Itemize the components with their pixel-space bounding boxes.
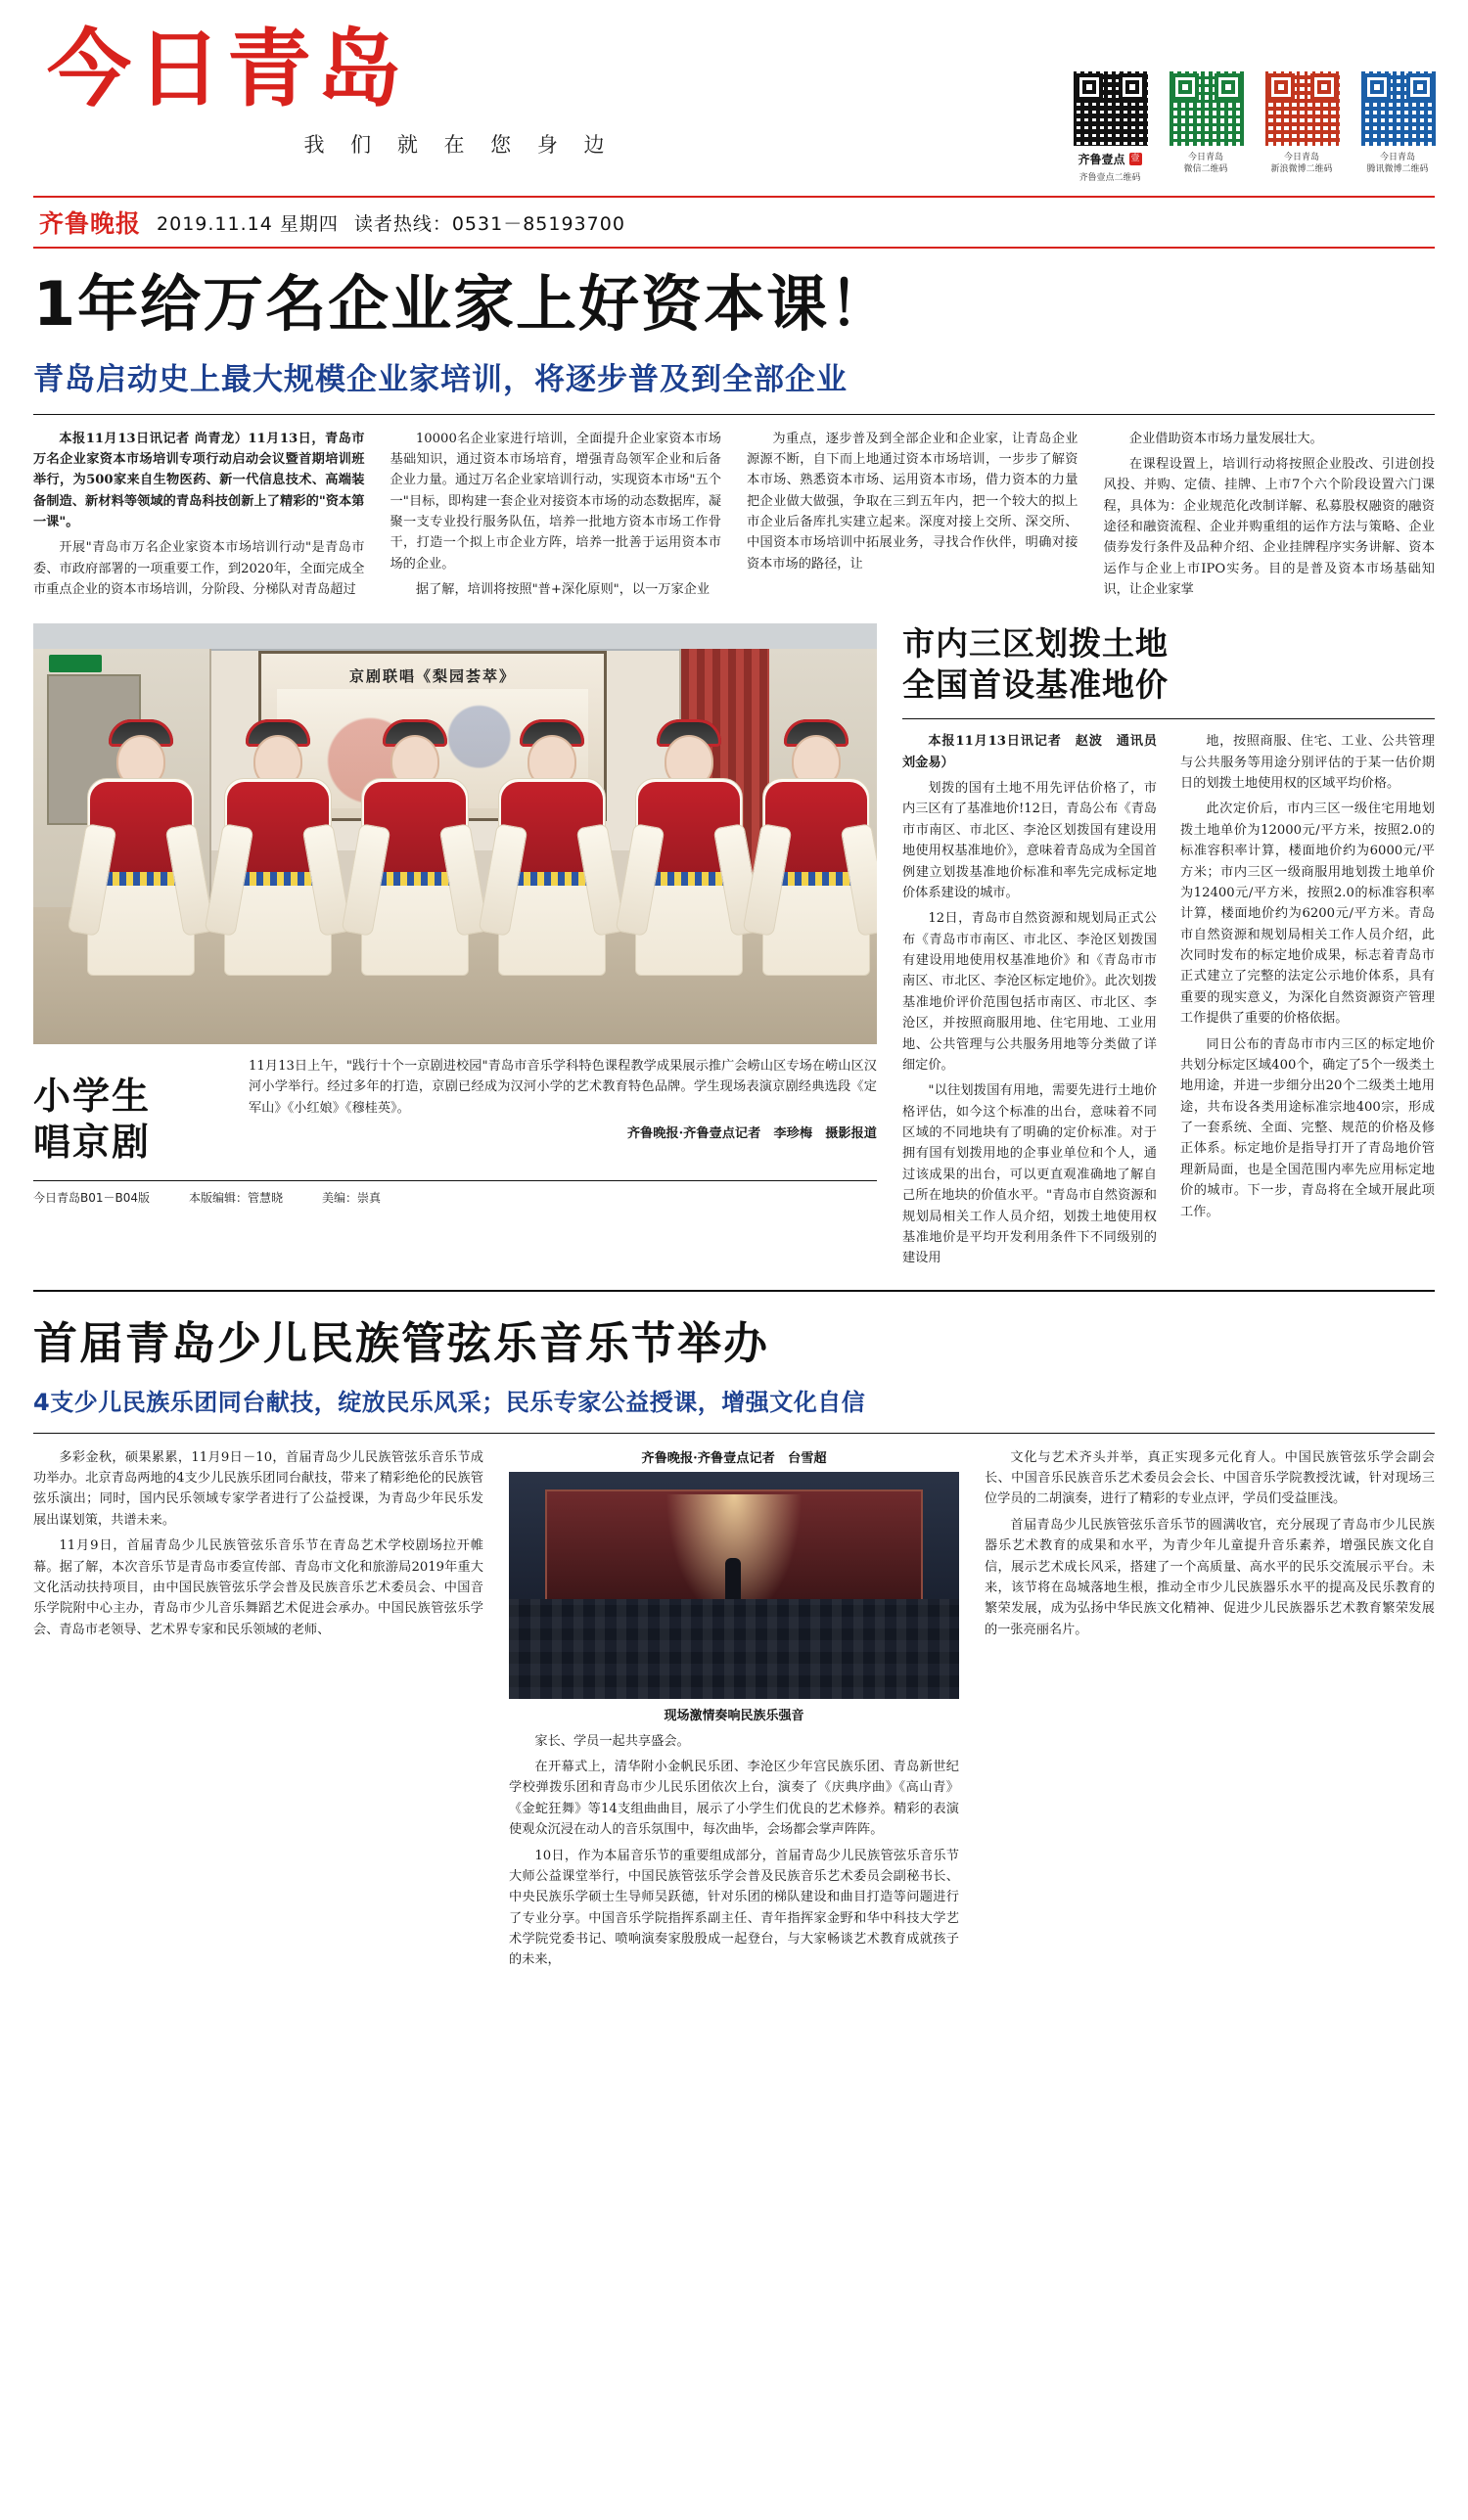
- lead-headline: 1年给万名企业家上好资本课！: [33, 268, 893, 341]
- performer: [356, 735, 474, 1009]
- photo-credit: 齐鲁晚报·齐鲁壹点记者 李珍梅 摄影报道: [626, 1126, 877, 1142]
- bottom-paragraph: 文化与艺术齐头并举，真正实现多元化育人。中国民族管弦乐学会副会长、中国音乐民族音乐艺术委员会会长、中国音乐学院教授沈诚，针对现场三位学员的二胡演奏，进行了精彩的专业点评，学员们受益匪浅。: [985, 1449, 1435, 1507]
- photo-story: [33, 623, 877, 1274]
- concert-photo-caption: 现场激情奏响民族乐强音: [664, 1708, 804, 1723]
- qr-code-weibo-tencent[interactable]: [1360, 70, 1435, 184]
- side-paragraph: 划拨的国有土地不用先评估价格了，市内三区有了基准地价!12日，青岛公布《青岛市市南区、市北区、李沧区划拨国有建设用地使用权基准地价》，意味着青岛成为全国首例建立划拨基准地价标准和率先完成标定地价体系建设的城市。: [902, 781, 1157, 900]
- photo-caption-body: 11月13日上午，"践行十个一京剧进校园"青岛市音乐学科特色课程教学成果展示推广会崂山区专场在崂山区汉河小学举行。经过多年的打造，京剧已经成为汉河小学的艺术教育特色品牌。学生现场表演京剧经典选段《定军山》《小红娘》《穆桂英》。 齐鲁晚报·齐鲁壹点记者 李珍梅 摄影报道: [249, 1056, 877, 1167]
- lead-column-1: [33, 429, 365, 606]
- qr-image-icon: [1169, 70, 1245, 147]
- side-paragraph: 12日，青岛市自然资源和规划局正式公布《青岛市市南区、市北区、李沧区划拨国有建设用地使用权基准地价》和《青岛市市南区、市北区、李沧区标定地价》。此次划拨基准地价评价范围包括市南区、市北区、李沧区，并按照商服用地、住宅用地、工业用地、公共管理与公共服务用地等分类做了详细定价。: [902, 911, 1157, 1073]
- bottom-paragraph: 多彩金秋，硕果累累，11月9日－10，首届青岛少儿民族管弦乐音乐节成功举办。北京青岛两地的4支少儿民族乐团同台献技，带来了精彩绝伦的民族管弦乐演出；同时，国内民乐领域专家学者进行了公益授课，为青岛少年民乐发展出谋划策，共谱未来。: [33, 1449, 483, 1528]
- side-story-title: 市内三区划拨土地 全国首设基准地价: [902, 623, 1169, 705]
- qr-code-weibo-sina[interactable]: [1264, 70, 1339, 184]
- bottom-paragraph: 11月9日，首届青岛少儿民族管弦乐音乐节在青岛艺术学校剧场拉开帷幕。据了解，本次音乐节是青岛市委宣传部、青岛市文化和旅游局2019年重大文化活动扶持项目，由中国民族管弦乐学会普及民族音乐艺术委员会、中国音乐学院附中心主办，青岛市少儿音乐舞蹈艺术促进会承办。中国民族管弦乐学会、青岛市老领导、艺术界专家和民乐领域的老师、: [33, 1538, 483, 1637]
- page-range: 今日青岛B01－B04版: [33, 1190, 151, 1205]
- lead-column-2: [390, 429, 722, 606]
- lead-paragraph: 为重点，逐步普及到全部企业和企业家，让青岛企业源源不断，自下而上地通过资本市场培训，一步步了解资本市场、熟悉资本市场、运用资本市场，借力资本的力量把企业做大做强，争取在三到五年内，把一个较大的拟上市企业后备库扎实建立起来。深度对接上交所、深交所、中国资本市场培训中拓展业务，寻找合作伙伴，明确对接资本市场的路径，让: [747, 431, 1078, 572]
- lead-subhead: 青岛启动史上最大规模企业家培训，将逐步普及到全部企业: [33, 361, 848, 397]
- qr-code-qilu-yidian[interactable]: [1073, 70, 1147, 184]
- qr-image-icon: [1073, 70, 1149, 147]
- qr-code-wechat[interactable]: [1169, 70, 1243, 184]
- paper-logo-title: 今日青岛: [47, 21, 407, 118]
- concert-photo: [509, 1472, 959, 1699]
- qr-image-icon: [1360, 70, 1437, 147]
- page-designer: 美编：崇真: [322, 1190, 382, 1205]
- lead-paragraph: 开展"青岛市万名企业家资本市场培训行动"是青岛市委、市政府部署的一项重要工作，到2020年，全面完成全市重点企业的资本市场培训，分阶段、分梯队对青岛超过: [33, 540, 365, 598]
- lead-paragraph: 本报11月13日讯记者 尚青龙）11月13日，青岛市万名企业家资本市场培训专项行动启动会议暨首期培训班举行，为500家来自生物医药、新一代信息技术、高端装备制造、新材料等领域的青岛科技创新上了精彩的"资本第一课"。: [33, 431, 365, 530]
- masthead: [33, 0, 1435, 184]
- lead-body-columns: [33, 429, 1435, 606]
- bottom-column-2: [509, 1447, 959, 1976]
- divider: [33, 1433, 1435, 1434]
- divider: [33, 414, 1435, 415]
- lead-paragraph: 企业借助资本市场力量发展壮大。: [1128, 431, 1323, 446]
- performer: [219, 735, 337, 1009]
- bottom-columns: [33, 1447, 1435, 1976]
- side-paragraph: 此次定价后，市内三区一级住宅用地划拨土地单价为12000元/平方米，按照2.0的标准容积率计算，楼面地价约为6000元/平方米；市内三区一级商服用地划拨土地单价为12400元/平方米，按照2.0的标准容积率计算，楼面地价约为6200元/平方米。青岛市自然资源和规划局相关工作人员介绍，此次同时发布的标定地价成果，标志着青岛市正式建立了完整的法定公示地价体系，具有重要的现实意义，为深化自然资源资产管理工作提供了重要的价格依据。: [1180, 802, 1435, 1027]
- side-paragraph: 同日公布的青岛市市内三区的标定地价共划分标定区域400个，确定了5个一级类土地用途，并进一步细分出20个二级类土地用途，共布设各类用途标准宗地400宗，形成了一套系统、全面、完整、规范的价格及修正体系。标定地价是指导打开了青岛地价管理新局面，也是全国范围内率先应用标定地价的城市。下一步，青岛将在全域开展此项工作。: [1180, 1036, 1435, 1219]
- bottom-paragraph: 10日，作为本届音乐节的重要组成部分，首届青岛少儿民族管弦乐音乐节大师公益课堂举行，中国民族管弦乐学会普及民族音乐艺术委员会副秘书长、中央民族乐学硕士生导师吴跃德，针对乐团的梯队建设和曲目打造等问题进行了专业分享。中国音乐学院指挥系副主任、青年指挥家金野和华中科技大学艺术学院党委书记、喷响演奏家殷殷成一起登台，与大家畅谈艺术教育成就孩子的未来，: [509, 1848, 959, 1968]
- page-editor: 本版编辑：管慧晓: [189, 1190, 284, 1205]
- publisher-name: 齐鲁晚报: [39, 209, 142, 239]
- reader-hotline: 读者热线：0531－85193700: [353, 212, 625, 235]
- performers-group: [72, 715, 838, 1009]
- bottom-paragraph: 首届青岛少儿民族管弦乐音乐节的圆满收官，充分展现了青岛市少儿民族器乐艺术教育的成果和水平，为青少年儿童提升音乐素养，增强民族文化自信，展示艺术成长风采，搭建了一个高质量、高水平的民乐交流展示平台。未来，该节将在岛城落地生根，推动全市少儿民族器乐水平的提高及民乐教育的繁荣发展，成为弘扬中华民族文化精神、促进少儿民族器乐艺术教育繁荣发展的一张亮丽名片。: [985, 1517, 1435, 1637]
- bottom-kicker: 齐鲁晚报·齐鲁壹点记者 台雪超: [641, 1450, 827, 1466]
- photo-caption-area: [33, 1056, 877, 1167]
- exit-sign-icon: [49, 655, 102, 672]
- side-column-1: [902, 731, 1170, 1273]
- qr-caption: 今日青岛 腾讯微博二维码: [1366, 153, 1429, 175]
- middle-section: [33, 623, 1435, 1274]
- performer: [757, 735, 875, 1009]
- bottom-paragraph: 在开幕式上，清华附小金帆民乐团、李沧区少年宫民族乐团、青岛新世纪学校弹拨乐团和青岛市少儿民乐团依次上台，演奏了《庆典序曲》《高山青》《金蛇狂舞》等14支组曲曲目，展示了小学生们优良的艺术修养。精彩的表演使观众沉浸在动人的音乐氛围中，每次曲毕，会场都会掌声阵阵。: [509, 1760, 959, 1838]
- lead-column-4: [1104, 429, 1436, 606]
- photo-big-caption: 小学生 唱京剧: [33, 1074, 152, 1165]
- bottom-subhead: 4支少儿民族乐团同台献技，绽放民乐风采；民乐专家公益授课，增强文化自信: [33, 1388, 866, 1416]
- qr-caption: 齐鲁壹点二维码: [1078, 173, 1141, 183]
- side-column-2: [1180, 731, 1435, 1273]
- bottom-paragraph: 家长、学员一起共享盛会。: [534, 1733, 690, 1749]
- photo-ceiling: [33, 623, 877, 651]
- audience-seating: [509, 1599, 959, 1699]
- lead-story: [33, 249, 1435, 605]
- paper-slogan: 我 们 就 在 您 身 边: [303, 133, 615, 158]
- qr-caption: 今日青岛 新浪微博二维码: [1270, 153, 1333, 175]
- bottom-story: [33, 1292, 1435, 1976]
- side-byline: 本报11月13日讯记者 赵波 通讯员 刘金易）: [902, 734, 1170, 770]
- side-paragraph: 地，按照商服、住宅、工业、公共管理与公共服务等用途分别评估的于某一估价期日的划拨土地使用权的区域平均价格。: [1180, 734, 1435, 792]
- qr-code-group: [887, 25, 1435, 184]
- lead-paragraph: 在课程设置上，培训行动将按照企业股改、引进创投风投、并购、定债、挂牌、上市7个六个阶段设置六门课程，具体为：企业规范化改制详解、私募股权融资的融资途径和融资流程、企业并购重组的运作方法与策略、企业债券发行条件及品种介绍、企业挂牌程序实务讲解、资本运作与企业上市IPO实务。目的是普及资本市场基础知识，让企业家掌: [1103, 456, 1435, 598]
- bottom-headline: 首届青岛少儿民族管弦乐音乐节举办: [33, 1316, 770, 1369]
- masthead-brand: [33, 21, 875, 159]
- publication-date: 2019.11.14 星期四: [157, 212, 339, 235]
- side-story-columns: [902, 731, 1435, 1273]
- qr-image-icon: [1264, 70, 1341, 147]
- side-paragraph: "以往划拨国有用地，需要先进行土地价格评估，如今这个标准的出台，意味着不同区域的不同地块有了明确的定价标准。对于拥有国有划拨用地的企事业单位和个人，通过该成果的出台，可以更直观准确地了解自己所在地块的价值水平。"青岛市自然资源和规划局相关工作人员介绍，划拨土地使用权基准地价是平均开发利用条件下不同级别的建设用: [902, 1083, 1157, 1266]
- bottom-column-3: [985, 1447, 1435, 1976]
- stage-photo: [33, 623, 877, 1044]
- divider: [902, 718, 1435, 719]
- qr-brand: 齐鲁壹点 壹: [1078, 153, 1140, 166]
- bottom-column-1: [33, 1447, 483, 1976]
- lead-paragraph: 据了解，培训将按照"普+深化原则"，以一万家企业: [415, 582, 711, 598]
- qr-caption: 今日青岛 微信二维码: [1183, 153, 1228, 175]
- lead-paragraph: 10000名企业家进行培训，全面提升企业家资本市场基础知识，通过资本市场培育，增强青岛领军企业和后备企业力量。通过万名企业家培训行动，实现资本市场"五个一"目标，即构建一套企业对接资本市场的动态数据库，凝聚一支专业投行服务队伍，培养一批地方资本市场工作骨干，打造一个拟上市企业方阵，培养一批善于运用资本市场的企业。: [390, 431, 721, 572]
- performer: [82, 735, 200, 1009]
- side-story: [902, 623, 1435, 1274]
- lead-column-3: [747, 429, 1078, 606]
- page-footer-info: [33, 1180, 877, 1206]
- screen-title-text: 京剧联唱《梨园荟萃》: [348, 666, 516, 685]
- performer: [630, 735, 748, 1009]
- date-bar: [33, 196, 1435, 249]
- performer: [493, 735, 611, 1009]
- qr-brand-dot-icon: 壹: [1130, 154, 1140, 163]
